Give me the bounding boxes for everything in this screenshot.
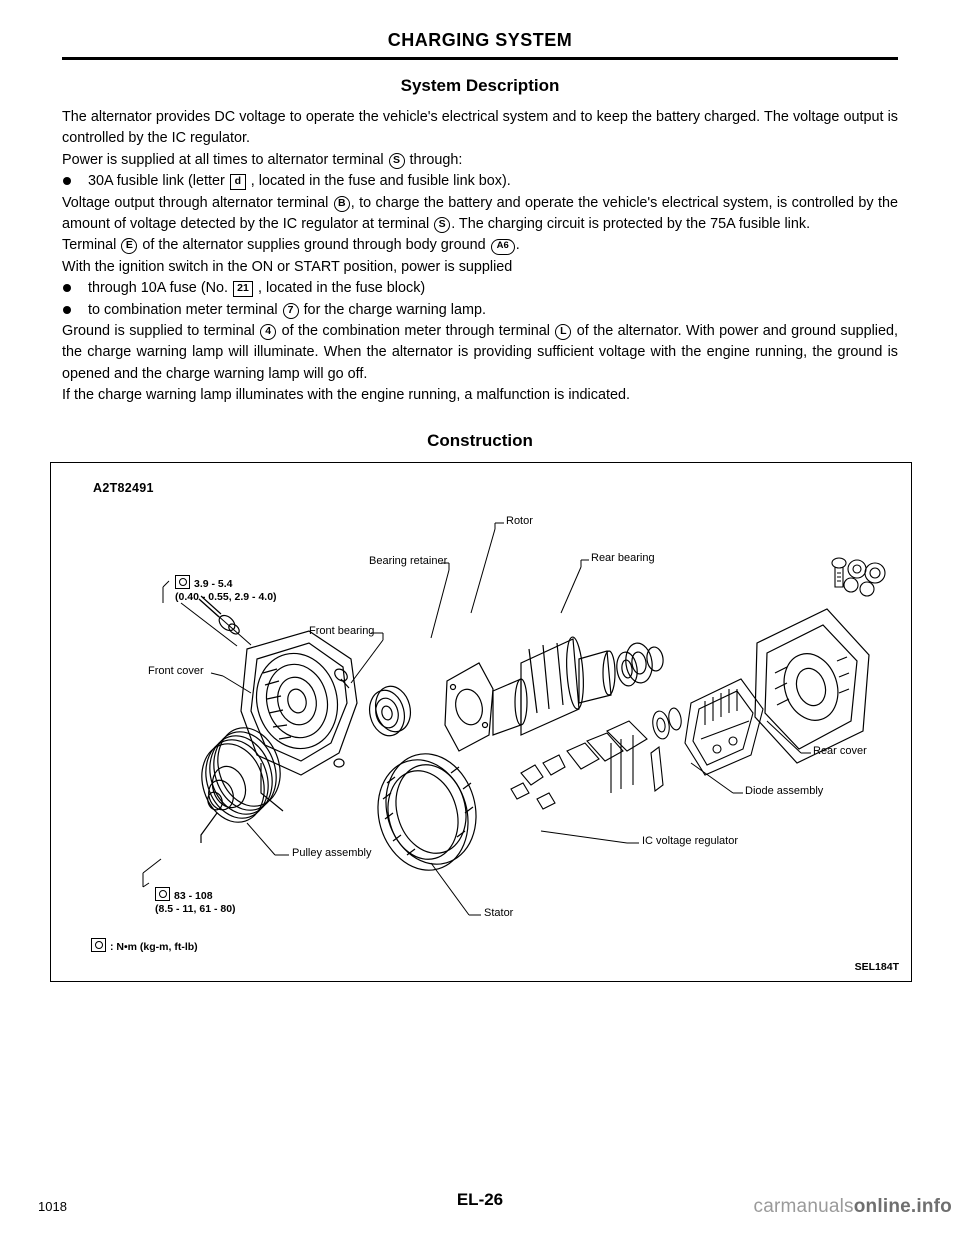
callout-diode-assembly: Diode assembly (745, 785, 824, 797)
footer-left-number: 1018 (38, 1199, 67, 1214)
callout-ic-voltage-regulator: IC voltage regulator (642, 835, 738, 847)
terminal-4-icon: 4 (260, 324, 276, 340)
callout-pulley-assembly: Pulley assembly (292, 847, 372, 859)
paragraph-6-text-c: of the alternator. With power and ground supplied, the charge warning lamp will illuminate. When the alternator is providing sufficient voltage with the engine running, the ground is opened and the charge warning lamp will go off. (62, 323, 899, 382)
body-text (62, 107, 898, 407)
section-heading-system-description: System Description (400, 76, 560, 95)
paragraph-3 (62, 193, 898, 236)
terminal-7-icon: 7 (283, 303, 299, 319)
bullet-2-text-b: , located in the fuse block) (258, 280, 426, 297)
terminal-e-icon: E (121, 238, 137, 254)
watermark (754, 1196, 952, 1218)
bullet-dot-icon (63, 284, 71, 292)
terminal-b-icon: B (334, 196, 350, 212)
paragraph-5 (62, 257, 898, 278)
fuse-number-icon: 21 (233, 281, 253, 297)
terminal-s-icon: S (389, 153, 405, 169)
bullet-2-text-a: through 10A fuse (No. (88, 280, 228, 297)
watermark-part-b: online.info (853, 1196, 952, 1217)
torque-upper-alt-units: (0.40 - 0.55, 2.9 - 4.0) (175, 591, 277, 603)
paragraph-7 (62, 385, 898, 406)
body-ground-icon: A6 (491, 239, 515, 255)
torque-lower-alt-units: (8.5 - 11, 61 - 80) (155, 903, 236, 915)
paragraph-4-text-b: of the alternator supplies ground through body ground (142, 237, 486, 254)
callout-rotor: Rotor (506, 515, 533, 527)
construction-figure (50, 462, 912, 982)
callout-rear-cover: Rear cover (813, 745, 867, 757)
torque-spec-upper (175, 575, 277, 604)
paragraph-6 (62, 321, 898, 385)
callout-stator: Stator (484, 907, 514, 919)
page-title: CHARGING SYSTEM (387, 30, 573, 50)
paragraph-1 (62, 107, 898, 150)
torque-wrench-icon (91, 938, 106, 952)
paragraph-1-text: The alternator provides DC voltage to operate the vehicle's electrical system and to keep the battery charged. The voltage output is controlled by the IC regulator. (62, 109, 898, 147)
bullet-1-text-b: , located in the fuse and fusible link box). (250, 173, 511, 190)
title-divider (62, 57, 898, 60)
paragraph-3-text-c: . The charging circuit is protected by the 75A fusible link. (451, 216, 811, 233)
paragraph-6-text-b: of the combination meter through terminal (281, 323, 550, 340)
callout-front-bearing: Front bearing (309, 625, 375, 637)
bullet-1-text-a: 30A fusible link (letter (88, 173, 225, 190)
torque-upper-value: 3.9 - 5.4 (194, 578, 233, 590)
footer-page-number: EL-26 (456, 1190, 504, 1209)
watermark-part-a: carmanuals (753, 1196, 854, 1217)
torque-wrench-icon (175, 575, 190, 589)
paragraph-7-text: If the charge warning lamp illuminates with the engine running, a malfunction is indicated. (62, 387, 630, 404)
bullet-item-1 (62, 171, 898, 192)
callout-front-cover: Front cover (148, 665, 204, 677)
paragraph-6-text-a: Ground is supplied to terminal (62, 323, 255, 340)
figure-legend (91, 938, 198, 953)
bullet-dot-icon (63, 177, 71, 185)
terminal-s2-icon: S (434, 217, 450, 233)
torque-spec-lower (155, 887, 236, 916)
paragraph-5-text: With the ignition switch in the ON or START position, power is supplied (62, 258, 513, 275)
paragraph-2 (62, 150, 898, 171)
paragraph-4-text-a: Terminal (62, 237, 117, 254)
bullet-3-text-a: to combination meter terminal (88, 301, 278, 318)
paragraph-2-text-a: Power is supplied at all times to alternator terminal (62, 151, 384, 168)
paragraph-2-text-b: through: (409, 151, 463, 168)
section-heading-construction: Construction (427, 431, 533, 450)
torque-wrench-icon (155, 887, 170, 901)
fusible-link-letter-icon: d (230, 174, 246, 190)
figure-legend-text: : N•m (kg-m, ft-lb) (110, 941, 198, 953)
torque-lower-value: 83 - 108 (174, 890, 213, 902)
bullet-item-2 (62, 278, 898, 299)
paragraph-3-text-b: , to charge the battery and operate the vehicle's electrical system, is controlled by the amount of voltage detected by the IC regulator at terminal (62, 194, 898, 233)
paragraph-4-text-c: . (515, 237, 520, 254)
callout-rear-bearing: Rear bearing (591, 552, 655, 564)
paragraph-3-text-a: Voltage output through alternator terminal (62, 194, 329, 211)
bullet-item-3 (62, 300, 898, 321)
paragraph-4 (62, 235, 898, 256)
figure-part-code: A2T82491 (93, 481, 154, 495)
bullet-dot-icon (63, 306, 71, 314)
callout-bearing-retainer: Bearing retainer (369, 555, 448, 567)
figure-id: SEL184T (854, 961, 899, 973)
terminal-l-icon: L (555, 324, 571, 340)
bullet-3-text-b: for the charge warning lamp. (303, 301, 486, 318)
